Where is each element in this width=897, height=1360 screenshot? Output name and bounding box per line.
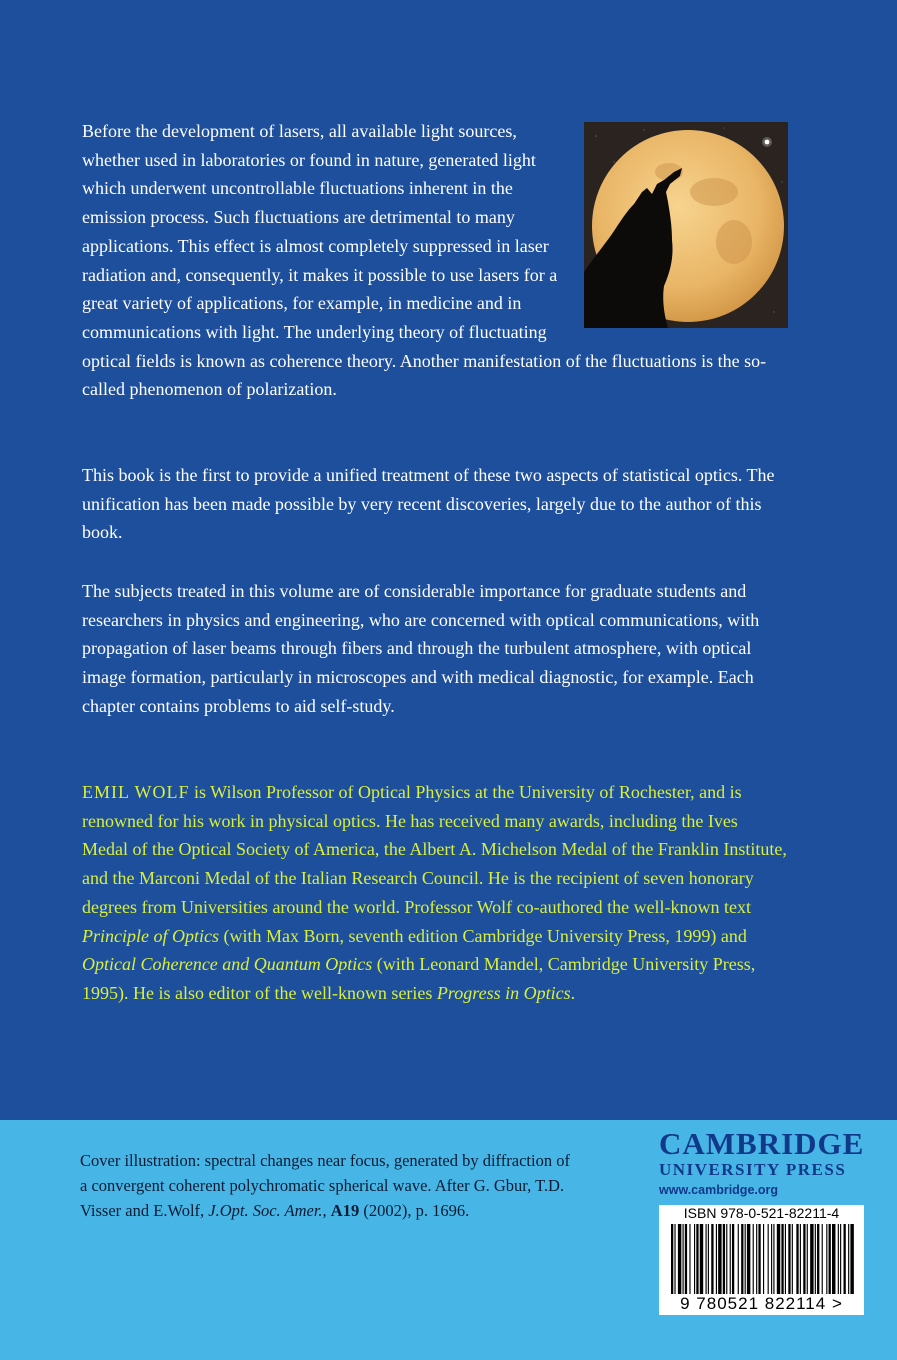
barcode-bar (708, 1224, 709, 1294)
wolf-moon-image (584, 122, 788, 328)
bio-text-2: (with Max Born, seventh edition Cambridge University Press, 1999) and (218, 925, 747, 946)
barcode-bar (706, 1224, 707, 1294)
barcode-bar (741, 1224, 743, 1294)
barcode-bar (810, 1224, 813, 1294)
barcode-bar (671, 1224, 673, 1294)
barcode-bar (718, 1224, 721, 1294)
barcode-bar (800, 1224, 801, 1294)
barcode-bar (711, 1224, 713, 1294)
barcode-bar (848, 1224, 849, 1294)
barcode-bar (781, 1224, 783, 1294)
paragraph-1-text: Before the development of lasers, all available light sources, whether used in laboratories or found in nature, generated light which underwent uncontrollable fluctuations inherent in the emission process. Such fluctuations are detrimental to many applications. This effect is almost completely suppressed in laser radiation and, consequently, it makes it possible to use lasers for a great variety of applications, for example, in medicine and in communications with light. The underlying theory of fluctuating optical fields is known as coherence theory. Another manifestation of the fluctuations is the so-called phenomenon of polarization. (82, 121, 767, 400)
bio-text-3: (with Leonard Mandel, Cambridge University Press, 1995). He is also editor of the well-known series (82, 954, 756, 1003)
barcode-bar (756, 1224, 757, 1294)
author-bio (82, 778, 787, 1008)
barcode-bar (747, 1224, 750, 1294)
barcode-bar (726, 1224, 727, 1294)
barcode-bar (738, 1224, 739, 1294)
isbn-label: ISBN 978-0-521-82211-4 (683, 1205, 840, 1221)
barcode-bar (685, 1224, 687, 1294)
barcode-bar (807, 1224, 808, 1294)
publisher-url: www.cambridge.org (659, 1183, 779, 1197)
caption-separator: , (322, 1201, 331, 1220)
publisher-logo (659, 1128, 869, 1200)
barcode-bar (785, 1224, 786, 1294)
barcode-bar (773, 1224, 774, 1294)
caption-text: Cover illustration: spectral changes near focus, generated by diffraction of a convergent coherent polychromatic spherical wave. After G. Gbur, T.D. Visser and E.Wolf, (80, 1151, 570, 1220)
barcode-bar (788, 1224, 790, 1294)
barcode-bar (796, 1224, 798, 1294)
barcode-bar (763, 1224, 764, 1294)
barcode-bar (840, 1224, 841, 1294)
barcode-bar (832, 1224, 835, 1294)
isbn-barcode (659, 1205, 864, 1315)
barcode-bar (753, 1224, 754, 1294)
barcode-bars (667, 1224, 856, 1294)
publisher-name-line-2: UNIVERSITY PRESS (659, 1160, 847, 1179)
barcode-bar (829, 1224, 831, 1294)
caption-volume: A19 (330, 1201, 360, 1220)
barcode-digits: 9 780521 822114 > (680, 1294, 843, 1313)
barcode-bar (768, 1224, 769, 1294)
description-paragraph-1 (82, 117, 787, 404)
cover-illustration-caption (80, 1148, 580, 1223)
barcode-bar (771, 1224, 772, 1294)
barcode-bar (694, 1224, 695, 1294)
barcode-bar (716, 1224, 717, 1294)
barcode-bar (678, 1224, 681, 1294)
barcode-bar (730, 1224, 731, 1294)
barcode-bar (758, 1224, 760, 1294)
barcode-bar (815, 1224, 816, 1294)
barcode-bar (723, 1224, 725, 1294)
barcode-bar (803, 1224, 805, 1294)
barcode-bar (850, 1224, 853, 1294)
barcode-bar (745, 1224, 746, 1294)
description-paragraph-3: The subjects treated in this volume are of considerable importance for graduate students and researchers in physics and engineering, who are concerned with optical communications, with propagation of laser beams through fibers and through the turbulent atmosphere, with optical image formation, particularly in microscopes and with medical diagnostic, for example. Each chapter contains problems to aid self-study. (82, 581, 760, 716)
description-paragraph-2: This book is the first to provide a unified treatment of these two aspects of statistical optics. The unification has been made possible by very recent discoveries, largely due to the author of this book. (82, 465, 775, 543)
caption-journal: J.Opt. Soc. Amer. (208, 1201, 323, 1220)
publisher-name-line-1: CAMBRIDGE (659, 1126, 865, 1161)
barcode-bar (838, 1224, 839, 1294)
barcode-bar (844, 1224, 846, 1294)
barcode-bar (683, 1224, 684, 1294)
book-title-2: Optical Coherence and Quantum Optics (82, 954, 373, 975)
barcode-bar (696, 1224, 698, 1294)
barcode-bar (700, 1224, 703, 1294)
barcode-bar (817, 1224, 819, 1294)
author-name: EMIL WOLF (82, 782, 190, 802)
barcode-bar (822, 1224, 823, 1294)
barcode-bar (674, 1224, 675, 1294)
barcode-bar (777, 1224, 780, 1294)
bio-text-1: is Wilson Professor of Optical Physics at the University of Rochester, and is renowned for his work in physical optics. He has received many awards, including the Ives Medal of the Optical Society of America, the Albert A. Michelson Medal of the Franklin Institute, and the Marconi Medal of the Italian Research Council. He is the recipient of seven honorary degrees from Universities around the world. Professor Wolf co-authored the well-known text (82, 782, 787, 917)
barcode-bar (792, 1224, 793, 1294)
series-title: Progress in Optics (436, 982, 571, 1003)
barcode-bar (826, 1224, 827, 1294)
barcode-bar (732, 1224, 734, 1294)
barcode-bar (689, 1224, 690, 1294)
book-title-1: Principle of Optics (82, 925, 219, 946)
bio-text-4: . (570, 982, 576, 1003)
caption-rest: (2002), p. 1696. (359, 1201, 470, 1220)
